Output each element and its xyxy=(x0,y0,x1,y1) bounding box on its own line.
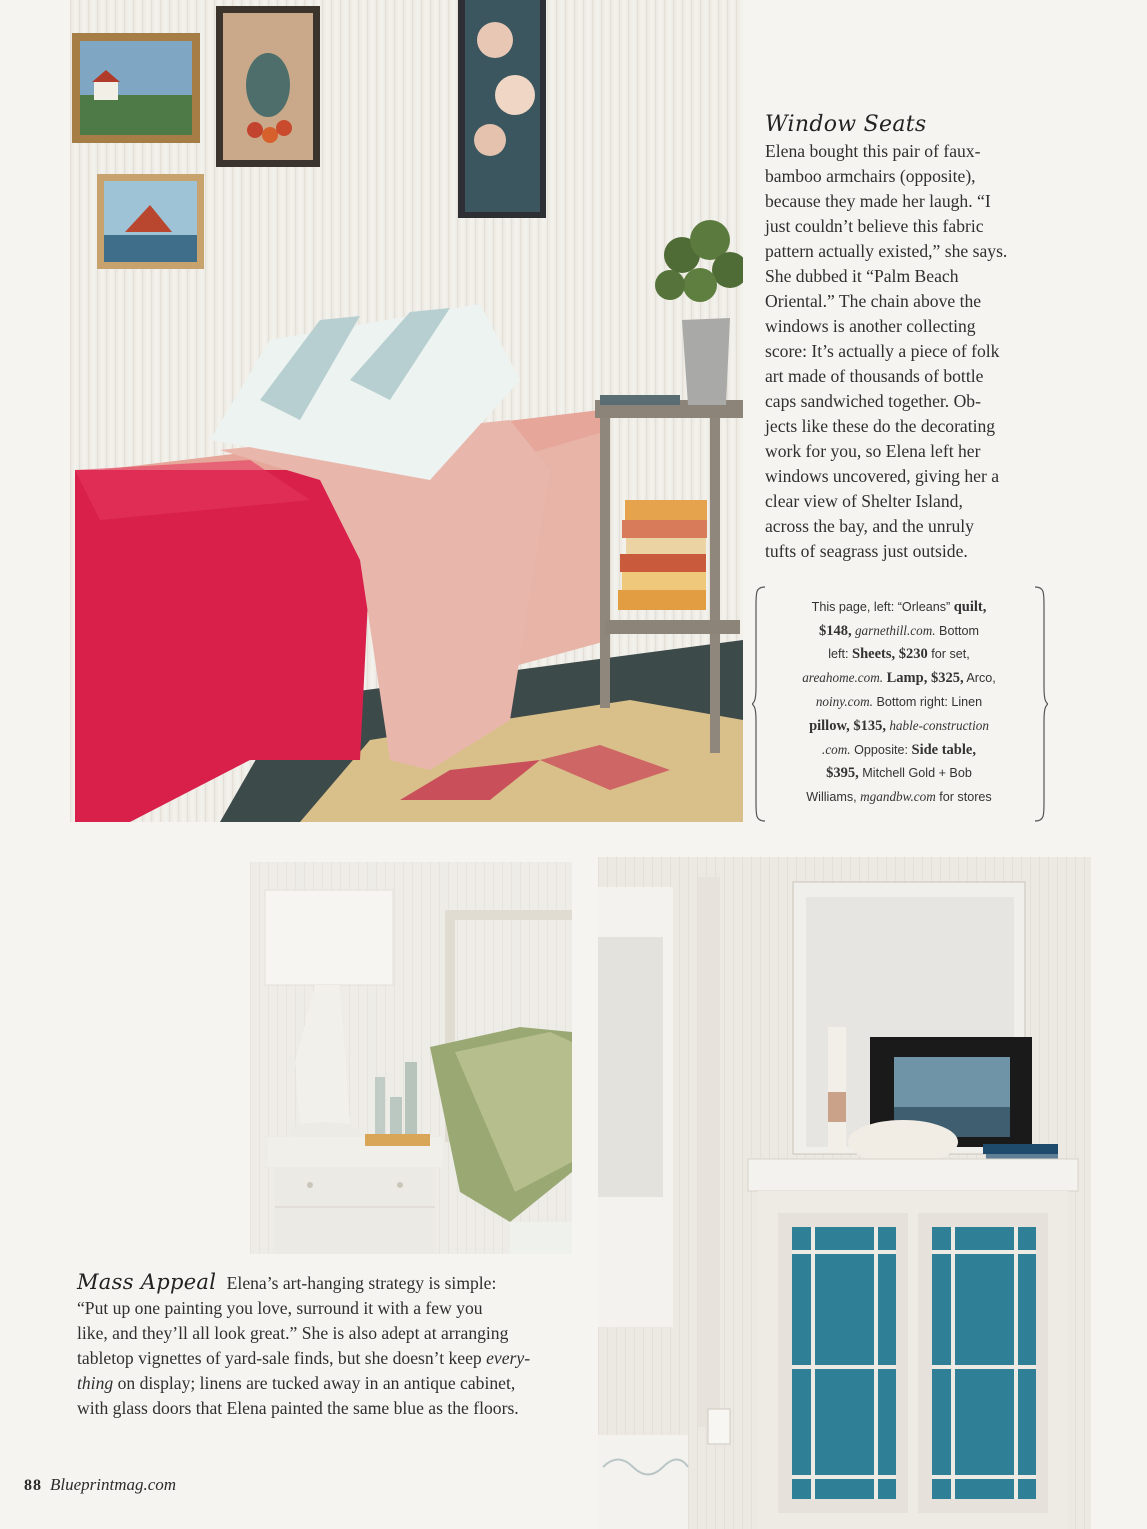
page-folio xyxy=(24,1475,176,1495)
body-line: She dubbed it “Palm Beach xyxy=(765,266,959,286)
body-line: just couldn’t believe this fabric xyxy=(765,216,984,236)
credits-line: .com. Opposite: Side table, xyxy=(822,742,976,758)
window-seats-body xyxy=(765,139,1030,564)
window-seats-article xyxy=(765,112,1030,564)
credits-line: noiny.com. Bottom right: Linen xyxy=(815,694,983,709)
credits-line: $395, Mitchell Gold + Bob xyxy=(826,765,972,781)
body-line: across the bay, and the unruly xyxy=(765,516,974,536)
mass-appeal-line: with glass doors that Elena painted the same blue as the floors. xyxy=(77,1398,519,1418)
body-line: windows uncovered, giving her a xyxy=(765,466,1000,486)
product-credits xyxy=(768,586,1030,822)
right-brace-icon xyxy=(1034,586,1048,822)
mass-appeal-line: like, and they’ll all look great.” She is also adept at arranging xyxy=(77,1323,509,1343)
body-line: tufts of seagrass just outside. xyxy=(765,541,968,561)
bedside-photo xyxy=(250,862,572,1254)
site-name: Blueprintmag.com xyxy=(50,1475,177,1494)
body-line: bamboo armchairs (opposite), xyxy=(765,166,976,186)
body-line: score: It’s actually a piece of folk xyxy=(765,341,1000,361)
cabinet-photo xyxy=(598,857,1091,1529)
credits-line: Williams, mgandbw.com for stores xyxy=(806,789,992,804)
mass-appeal-line: thing on display; linens are tucked away in an antique cabinet, xyxy=(77,1373,516,1393)
page-number: 88 xyxy=(24,1477,42,1494)
credits-line: left: Sheets, $230 for set, xyxy=(828,646,970,662)
body-line: work for you, so Elena left her xyxy=(765,441,981,461)
credits-text xyxy=(768,586,1030,809)
body-line: Oriental.” The chain above the xyxy=(765,291,982,311)
body-line: clear view of Shelter Island, xyxy=(765,491,963,511)
body-line: pattern actually existed,” she says. xyxy=(765,241,1008,261)
body-line: windows is another collecting xyxy=(765,316,976,336)
body-line: art made of thousands of bottle xyxy=(765,366,984,386)
body-line: caps sandwiched together. Ob- xyxy=(765,391,981,411)
window-seats-heading: Window Seats xyxy=(765,112,927,137)
mass-appeal-heading: Mass Appeal xyxy=(77,1270,217,1294)
mass-appeal-line: Mass Appeal Elena’s art-hanging strategy is simple: xyxy=(77,1270,497,1294)
mass-appeal-line: tabletop vignettes of yard-sale finds, but she doesn’t keep every- xyxy=(77,1348,531,1368)
credits-line: $148, garnethill.com. Bottom xyxy=(819,623,979,639)
credits-line: This page, left: “Orleans” quilt, xyxy=(811,599,987,615)
mass-appeal-article xyxy=(77,1270,567,1421)
body-line: Elena bought this pair of faux- xyxy=(765,141,981,161)
body-line: jects like these do the decorating xyxy=(765,416,996,436)
left-brace-icon xyxy=(752,586,766,822)
mass-appeal-line: “Put up one painting you love, surround it with a few you xyxy=(77,1298,483,1318)
credits-line: areahome.com. Lamp, $325, Arco, xyxy=(802,670,996,686)
body-line: because they made her laugh. “I xyxy=(765,191,991,211)
bedroom-photo xyxy=(70,0,743,822)
credits-line: pillow, $135, hable-construction xyxy=(809,718,989,734)
